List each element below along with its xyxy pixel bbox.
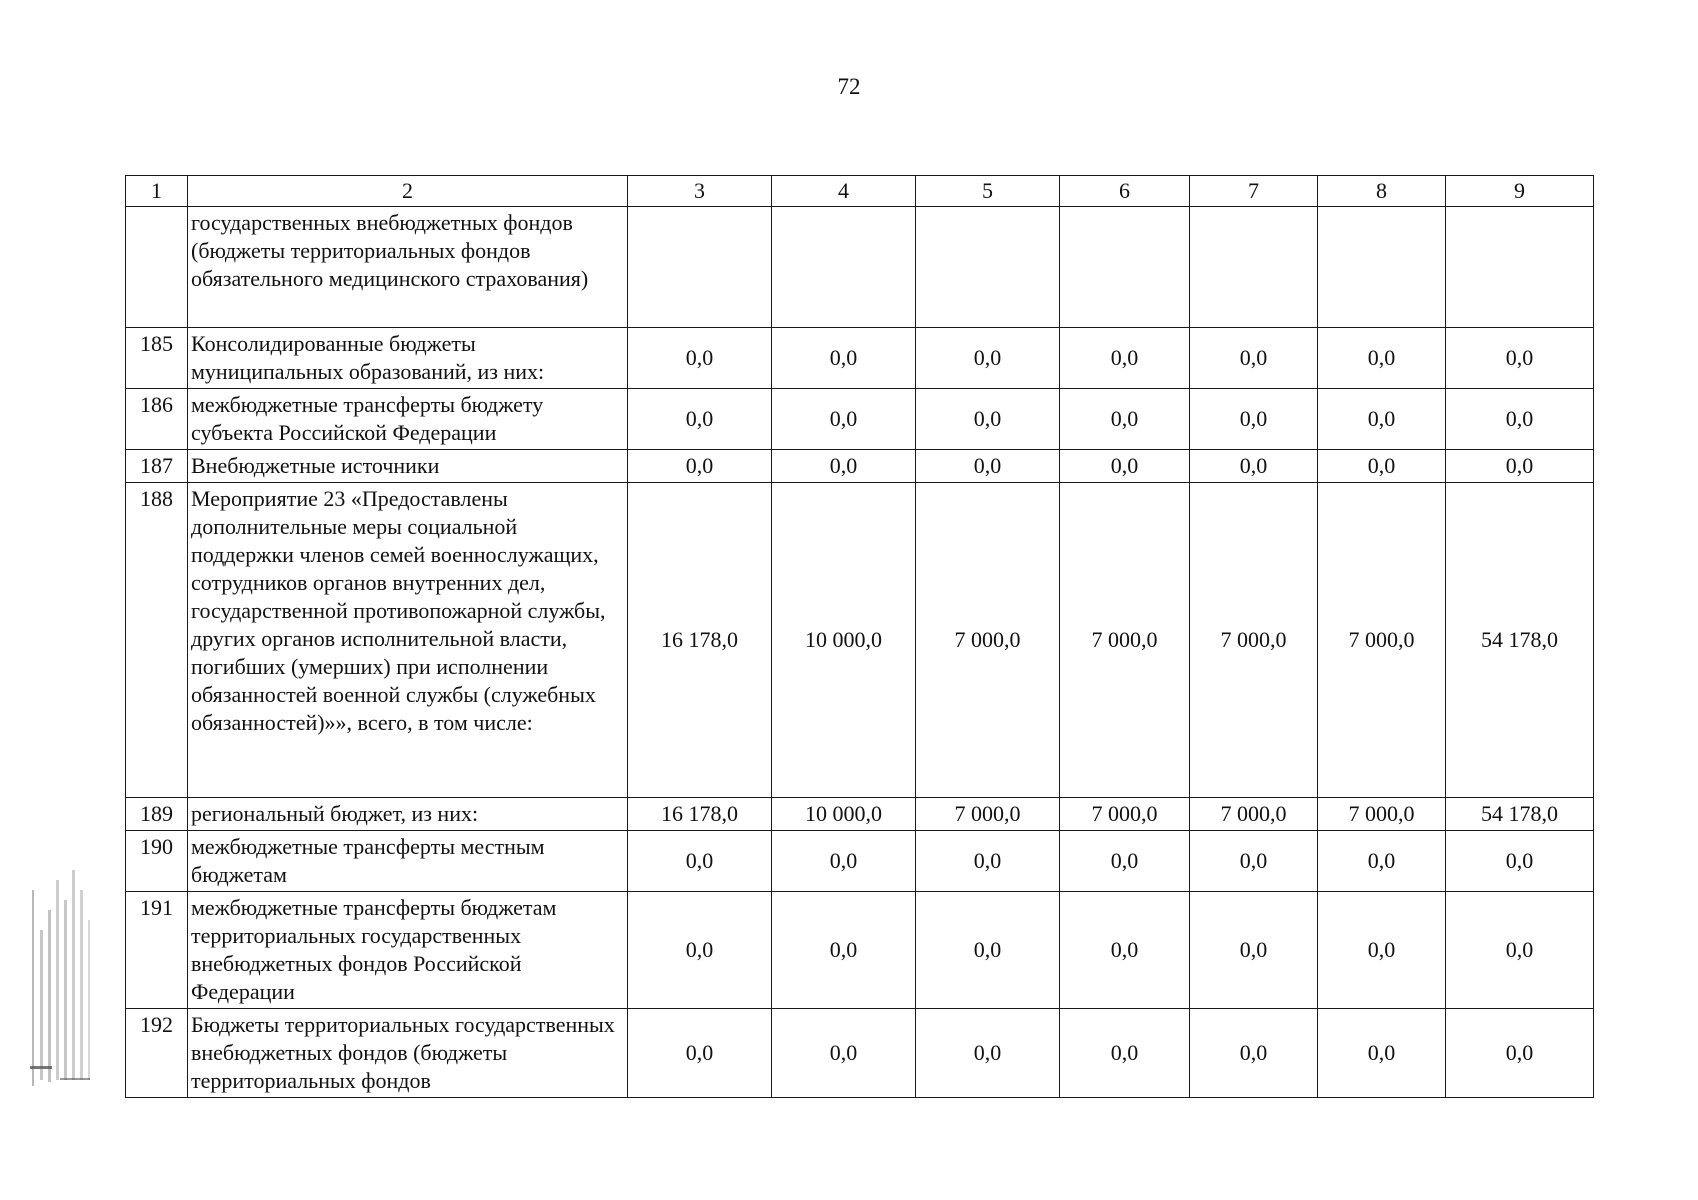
value-cell: 0,0 — [916, 892, 1060, 1009]
header-cell: 3 — [628, 176, 772, 207]
value-cell — [628, 207, 772, 328]
header-cell: 1 — [126, 176, 188, 207]
value-cell: 0,0 — [772, 389, 916, 450]
budget-table — [125, 175, 1594, 1098]
header-cell: 2 — [188, 176, 628, 207]
table-header-row — [126, 176, 1594, 207]
row-name: межбюджетные трансферты местным бюджетам — [188, 831, 628, 892]
table-row — [126, 1009, 1594, 1098]
value-cell: 0,0 — [1190, 450, 1318, 483]
table-row — [126, 389, 1594, 450]
value-cell — [772, 207, 916, 328]
value-cell: 0,0 — [1060, 831, 1190, 892]
value-cell: 7 000,0 — [1190, 798, 1318, 831]
margin-stamp — [30, 870, 94, 1090]
header-cell: 6 — [1060, 176, 1190, 207]
value-cell: 0,0 — [1318, 389, 1446, 450]
budget-table-wrapper — [125, 175, 1594, 1098]
value-cell: 0,0 — [628, 389, 772, 450]
value-cell — [1060, 207, 1190, 328]
value-cell: 0,0 — [916, 831, 1060, 892]
value-cell: 0,0 — [916, 328, 1060, 389]
value-cell: 0,0 — [1318, 328, 1446, 389]
value-cell: 10 000,0 — [772, 483, 916, 798]
value-cell: 0,0 — [1446, 389, 1594, 450]
value-cell: 54 178,0 — [1446, 483, 1594, 798]
value-cell: 0,0 — [628, 450, 772, 483]
value-cell: 0,0 — [1446, 1009, 1594, 1098]
row-name: Бюджеты территориальных государственных внебюджетных фондов (бюджеты территориальных фондов — [188, 1009, 628, 1098]
table-row — [126, 450, 1594, 483]
row-name: межбюджетные трансферты бюджету субъекта Российской Федерации — [188, 389, 628, 450]
header-cell: 8 — [1318, 176, 1446, 207]
value-cell — [1318, 207, 1446, 328]
row-name: Внебюджетные источники — [188, 450, 628, 483]
row-name: государственных внебюджетных фондов (бюджеты территориальных фондов обязательного медицинского страхования) — [188, 207, 628, 328]
value-cell: 0,0 — [1318, 1009, 1446, 1098]
value-cell: 0,0 — [1060, 328, 1190, 389]
table-row — [126, 328, 1594, 389]
value-cell: 7 000,0 — [916, 798, 1060, 831]
value-cell: 7 000,0 — [1318, 798, 1446, 831]
value-cell: 0,0 — [772, 1009, 916, 1098]
table-row — [126, 798, 1594, 831]
value-cell: 0,0 — [628, 892, 772, 1009]
value-cell — [1190, 207, 1318, 328]
value-cell: 0,0 — [1446, 450, 1594, 483]
row-name: Мероприятие 23 «Предоставлены дополнительные меры социальной поддержки членов семей военнослужащих, сотрудников органов внутренних дел, государственной противопожарной службы, других органов исполнительной власти, погибших (умерших) при исполнении обязанностей военной службы (служебных обязанностей)»», всего, в том числе: — [188, 483, 628, 798]
table-row — [126, 483, 1594, 798]
row-number — [126, 207, 188, 328]
value-cell — [916, 207, 1060, 328]
value-cell: 0,0 — [1190, 1009, 1318, 1098]
value-cell: 0,0 — [916, 389, 1060, 450]
value-cell: 0,0 — [1060, 892, 1190, 1009]
value-cell: 7 000,0 — [1060, 483, 1190, 798]
value-cell: 0,0 — [1446, 831, 1594, 892]
value-cell: 7 000,0 — [1190, 483, 1318, 798]
header-cell: 4 — [772, 176, 916, 207]
row-number: 191 — [126, 892, 188, 1009]
value-cell: 0,0 — [1446, 892, 1594, 1009]
value-cell: 0,0 — [916, 450, 1060, 483]
value-cell: 7 000,0 — [1060, 798, 1190, 831]
value-cell: 16 178,0 — [628, 483, 772, 798]
value-cell: 7 000,0 — [1318, 483, 1446, 798]
header-cell: 5 — [916, 176, 1060, 207]
row-number: 187 — [126, 450, 188, 483]
table-row — [126, 207, 1594, 328]
row-name: межбюджетные трансферты бюджетам территориальных государственных внебюджетных фондов Российской Федерации — [188, 892, 628, 1009]
row-number: 188 — [126, 483, 188, 798]
row-name: региональный бюджет, из них: — [188, 798, 628, 831]
value-cell: 0,0 — [1318, 831, 1446, 892]
row-name: Консолидированные бюджеты муниципальных образований, из них: — [188, 328, 628, 389]
value-cell: 0,0 — [1060, 389, 1190, 450]
value-cell: 0,0 — [1318, 450, 1446, 483]
row-number: 192 — [126, 1009, 188, 1098]
page-number: 72 — [837, 74, 861, 99]
value-cell: 7 000,0 — [916, 483, 1060, 798]
value-cell: 0,0 — [772, 831, 916, 892]
row-number: 185 — [126, 328, 188, 389]
value-cell: 0,0 — [1190, 892, 1318, 1009]
value-cell — [1446, 207, 1594, 328]
value-cell: 0,0 — [1446, 328, 1594, 389]
value-cell: 0,0 — [916, 1009, 1060, 1098]
value-cell: 0,0 — [772, 450, 916, 483]
table-row — [126, 892, 1594, 1009]
value-cell: 0,0 — [628, 328, 772, 389]
value-cell: 16 178,0 — [628, 798, 772, 831]
row-number: 186 — [126, 389, 188, 450]
value-cell: 0,0 — [628, 831, 772, 892]
value-cell: 0,0 — [1060, 450, 1190, 483]
row-number: 190 — [126, 831, 188, 892]
value-cell: 0,0 — [1190, 831, 1318, 892]
value-cell: 10 000,0 — [772, 798, 916, 831]
value-cell: 54 178,0 — [1446, 798, 1594, 831]
value-cell: 0,0 — [1318, 892, 1446, 1009]
value-cell: 0,0 — [628, 1009, 772, 1098]
value-cell: 0,0 — [1190, 328, 1318, 389]
value-cell: 0,0 — [772, 892, 916, 1009]
value-cell: 0,0 — [772, 328, 916, 389]
value-cell: 0,0 — [1060, 1009, 1190, 1098]
row-number: 189 — [126, 798, 188, 831]
header-cell: 7 — [1190, 176, 1318, 207]
value-cell: 0,0 — [1190, 389, 1318, 450]
header-cell: 9 — [1446, 176, 1594, 207]
table-row — [126, 831, 1594, 892]
